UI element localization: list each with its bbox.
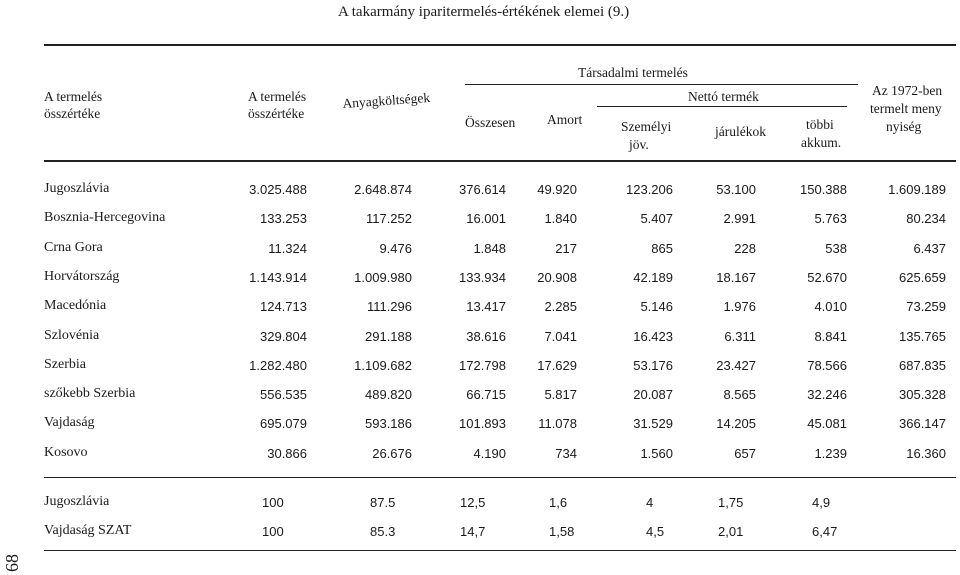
table-cell: 38.616 — [466, 328, 506, 344]
table-cell: 100 — [262, 495, 284, 510]
table-cell: 42.189 — [633, 269, 673, 285]
table-cell: 538 — [825, 240, 847, 256]
table-cell: 11.324 — [268, 240, 307, 256]
table-cell: 4,5 — [646, 524, 665, 539]
table-cell: 329.804 — [260, 328, 307, 344]
table-cell: 135.765 — [899, 328, 946, 344]
page-number: 68 — [2, 554, 22, 572]
table-cell: 45.081 — [807, 416, 847, 432]
table-cell: 6.311 — [724, 328, 756, 344]
header-group-net: Nettó termék — [688, 89, 759, 104]
header-group-social: Társadalmi termelés — [578, 65, 688, 80]
pct-bottom-rule — [44, 550, 956, 551]
table-cell: 5.407 — [640, 211, 673, 227]
table-cell: 14,7 — [460, 524, 486, 539]
table-cell: 6,47 — [812, 524, 838, 539]
table-cell: 6.437 — [913, 240, 946, 256]
row-label: Szlovénia — [44, 327, 100, 343]
table-cell: 489.820 — [365, 387, 412, 403]
table-cell: 305.328 — [899, 387, 946, 403]
table-cell: 4.190 — [473, 445, 506, 461]
table-cell: 1.560 — [640, 445, 673, 461]
row-label: Jugoszlávia — [44, 181, 110, 196]
table-cell: 556.535 — [260, 387, 307, 403]
table-cell: 2,01 — [718, 524, 744, 539]
table-cell: 123.206 — [626, 182, 673, 197]
table-cell: 9.476 — [379, 240, 412, 256]
page-title: A takarmány iparitermelés-értékének elemei (9.) — [338, 4, 630, 20]
table-cell: 20.908 — [537, 269, 577, 285]
table-cell: 117.252 — [365, 211, 412, 227]
table-cell: 32.246 — [807, 387, 847, 403]
top-rule — [44, 44, 956, 46]
table-cell: 124.713 — [260, 299, 307, 315]
table-cell: 53.100 — [716, 182, 756, 197]
table-cell: 12,5 — [460, 495, 486, 510]
table-cell: 2.991 — [723, 211, 756, 227]
table-cell: 30.866 — [267, 445, 307, 461]
table-cell: 291.188 — [365, 328, 412, 344]
table-cell: 14.205 — [716, 416, 756, 432]
header-col2: Anyagköltségek — [341, 89, 431, 111]
row-label: Macedónia — [44, 298, 107, 314]
table-cell: 5.817 — [544, 387, 577, 403]
row-label: Jugoszlávia — [44, 494, 110, 509]
table-cell: 4,9 — [812, 495, 831, 510]
table-cell: 8.565 — [723, 387, 756, 403]
table-cell: 217 — [555, 240, 577, 256]
table-cell: 376.614 — [459, 182, 506, 197]
table-cell: 1.848 — [473, 240, 506, 256]
table-cell: 687.835 — [899, 357, 946, 373]
table-cell: 150.388 — [800, 182, 847, 197]
table-cell: 593.186 — [365, 416, 412, 432]
row-label: szőkebb Szerbia — [44, 386, 136, 402]
row-label: Vajdaság SZAT — [44, 523, 132, 538]
header-col6: járulékok — [715, 124, 766, 139]
table-cell: 1.282.480 — [249, 357, 307, 373]
table-cell: 4 — [646, 495, 654, 510]
table-cell: 1.109.682 — [354, 357, 412, 373]
table-cell: 66.715 — [466, 387, 506, 403]
table-cell: 865 — [651, 240, 673, 256]
table-cell: 87.5 — [370, 495, 396, 510]
table-cell: 1.143.914 — [249, 269, 307, 285]
table-cell: 1.239 — [814, 445, 847, 461]
table-cell: 4.010 — [814, 299, 847, 315]
table-cell: 53.176 — [633, 357, 673, 373]
row-label: Kosovo — [44, 444, 88, 460]
table-cell: 1,58 — [549, 524, 575, 539]
table-cell: 7.041 — [544, 328, 577, 344]
table-cell: 20.087 — [633, 387, 673, 403]
table-cell: 1.840 — [544, 211, 577, 227]
row-label: Szerbia — [44, 356, 86, 372]
table-cell: 16.423 — [633, 328, 673, 344]
table-cell: 1,75 — [718, 495, 744, 510]
table-cell: 1.009.980 — [354, 269, 412, 285]
table-bottom-rule — [44, 477, 956, 478]
table-cell: 16.001 — [466, 211, 506, 227]
table-cell: 101.893 — [459, 416, 506, 432]
row-label: Horvátország — [44, 268, 120, 284]
table-cell: 5.146 — [640, 299, 673, 315]
row-label: Bosznia-Hercegovina — [44, 210, 166, 226]
table-cell: 133.934 — [459, 269, 506, 285]
header-col3: Összesen — [465, 115, 516, 130]
table-cell: 657 — [734, 445, 756, 461]
table-cell: 49.920 — [537, 182, 577, 197]
table-cell: 228 — [734, 240, 756, 256]
table-cell: 78.566 — [807, 357, 847, 373]
table-cell: 3.025.488 — [249, 182, 307, 197]
table-cell: 1.976 — [723, 299, 756, 315]
table-cell: 31.529 — [633, 416, 673, 432]
group-social-rule — [465, 84, 858, 85]
table-cell: 13.417 — [466, 299, 506, 315]
table-cell: 17.629 — [537, 357, 577, 373]
row-label: Vajdaság — [44, 415, 95, 431]
table-cell: 366.147 — [899, 416, 946, 432]
table-cell: 1.609.189 — [888, 182, 946, 197]
table-cell: 16.360 — [906, 445, 946, 461]
table-cell: 100 — [262, 524, 284, 539]
header-bottom-rule — [44, 160, 956, 162]
table-cell: 85.3 — [370, 524, 396, 539]
group-net-rule — [597, 106, 847, 107]
table-cell: 1,6 — [549, 495, 568, 510]
table-cell: 172.798 — [459, 357, 506, 373]
table-cell: 695.079 — [260, 416, 307, 432]
table-cell: 26.676 — [372, 445, 412, 461]
table-cell: 625.659 — [899, 269, 946, 285]
table-cell: 5.763 — [814, 211, 847, 227]
row-label: Crna Gora — [44, 239, 103, 255]
table-cell: 734 — [555, 445, 577, 461]
table-cell: 52.670 — [807, 269, 847, 285]
header-col4: Amort — [547, 112, 583, 127]
table-cell: 73.259 — [906, 299, 946, 315]
table-cell: 18.167 — [716, 269, 756, 285]
table-cell: 11.078 — [538, 416, 577, 432]
table-cell: 2.648.874 — [354, 182, 412, 197]
table-cell: 133.253 — [260, 211, 307, 227]
table-cell: 80.234 — [906, 211, 946, 227]
table-cell: 111.296 — [366, 299, 412, 315]
table-cell: 23.427 — [716, 357, 756, 373]
table-cell: 8.841 — [814, 328, 847, 344]
table-cell: 2.285 — [544, 299, 577, 315]
